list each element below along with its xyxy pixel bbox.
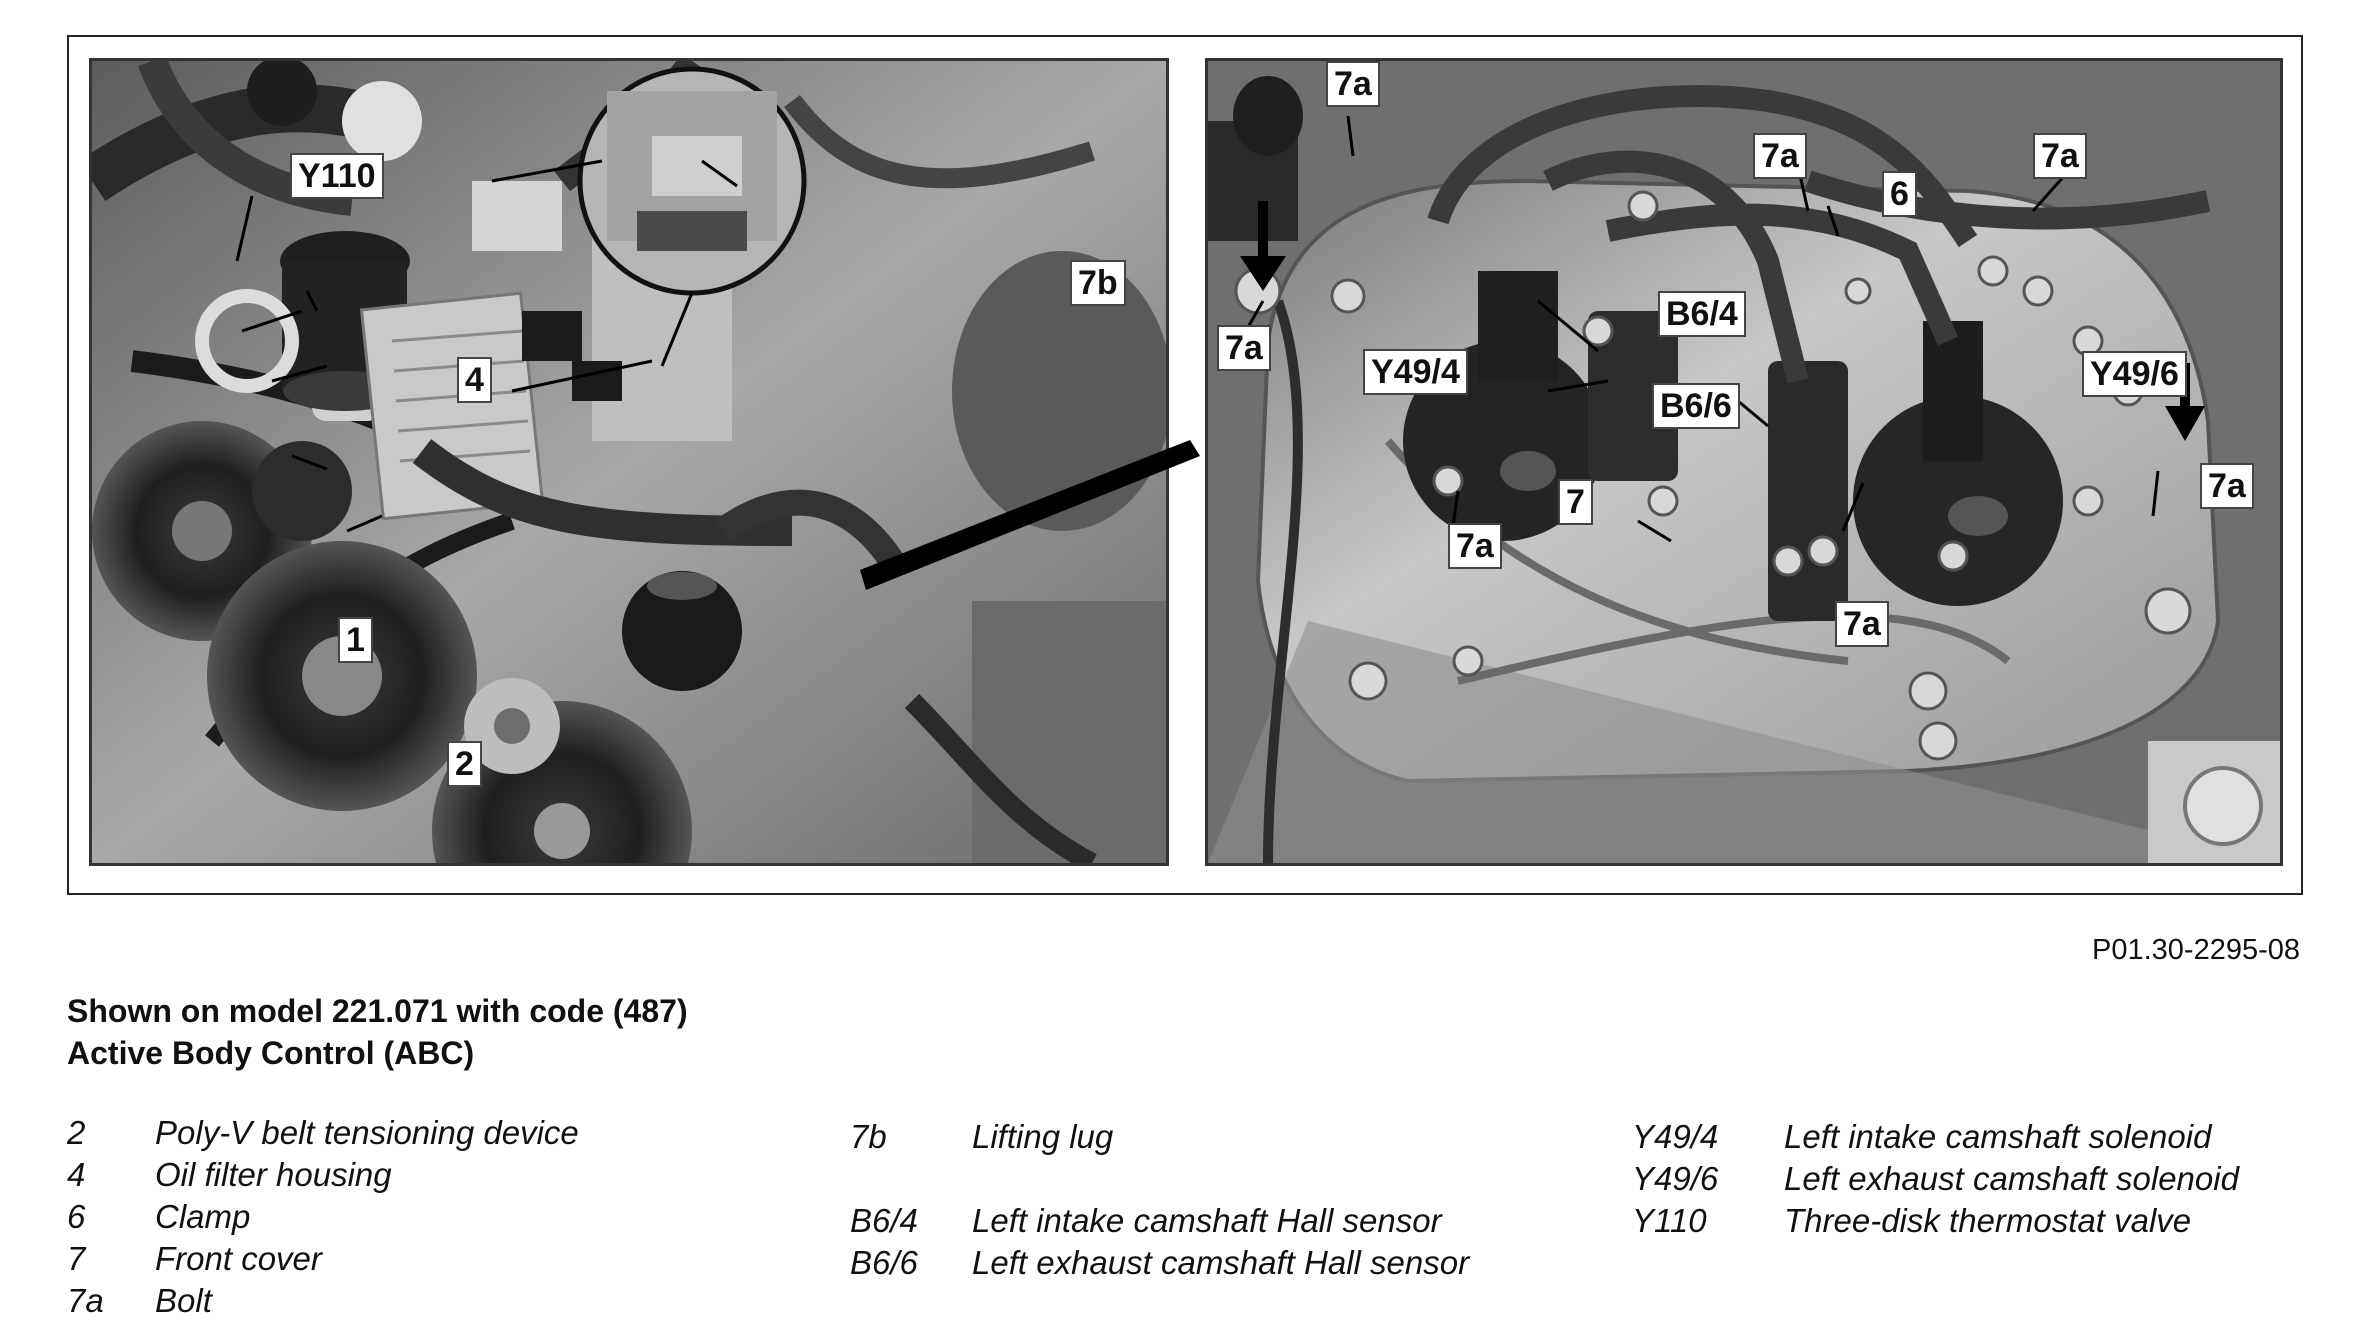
legend-key: B6/4 xyxy=(850,1202,918,1239)
caption-line-1: Shown on model 221.071 with code (487) xyxy=(67,993,688,1029)
legend-item xyxy=(67,1240,767,1282)
callout-y110: Y110 xyxy=(290,153,384,199)
callout-7a-right-top: 7a xyxy=(2033,133,2087,179)
callout-2: 2 xyxy=(447,741,482,787)
right-engine-photo xyxy=(1205,58,2283,866)
legend-key: 7a xyxy=(67,1282,104,1319)
legend-column-3 xyxy=(1632,1118,2332,1244)
legend-key: Y49/4 xyxy=(1632,1118,1719,1155)
zoom-pointer xyxy=(860,440,1210,600)
callout-1: 1 xyxy=(338,617,373,663)
legend-item xyxy=(850,1202,1550,1244)
callout-7a-left: 7a xyxy=(1217,325,1271,371)
legend-item xyxy=(67,1198,767,1240)
legend-key: 4 xyxy=(67,1156,86,1193)
legend-key: Y110 xyxy=(1632,1202,1707,1239)
legend-desc: Three-disk thermostat valve xyxy=(1784,1202,2192,1239)
legend-desc: Clamp xyxy=(155,1198,251,1235)
callout-b6-4: B6/4 xyxy=(1658,291,1746,337)
callout-b6-6: B6/6 xyxy=(1652,383,1740,429)
callout-y49-6: Y49/6 xyxy=(2082,351,2187,397)
caption-line-2: Active Body Control (ABC) xyxy=(67,1035,475,1071)
legend-column-2 xyxy=(850,1118,1550,1286)
callout-7a-center-top: 7a xyxy=(1753,133,1807,179)
callout-7: 7 xyxy=(1558,479,1593,525)
legend-item xyxy=(67,1156,767,1198)
caption xyxy=(67,990,688,1074)
figure-code: P01.30-2295-08 xyxy=(2092,934,2300,966)
callout-7a-bottom-left: 7a xyxy=(1448,523,1502,569)
legend-key: 7b xyxy=(850,1118,887,1155)
legend-item xyxy=(67,1282,767,1324)
legend-column-1 xyxy=(67,1114,767,1324)
legend-item xyxy=(67,1114,767,1156)
callout-7a-top: 7a xyxy=(1326,61,1380,107)
callout-6: 6 xyxy=(1882,171,1917,217)
legend-desc: Bolt xyxy=(155,1282,212,1319)
legend-key: 7 xyxy=(67,1240,86,1277)
legend-item xyxy=(1632,1118,2332,1160)
callout-7a-right: 7a xyxy=(2200,463,2254,509)
legend-spacer xyxy=(850,1160,1550,1202)
legend-item xyxy=(1632,1202,2332,1244)
legend-key: 6 xyxy=(67,1198,86,1235)
right-engine-illustration xyxy=(1208,61,2280,863)
legend-desc: Left intake camshaft Hall sensor xyxy=(972,1202,1442,1239)
legend-desc: Front cover xyxy=(155,1240,322,1277)
callout-7b: 7b xyxy=(1070,260,1126,306)
legend-item xyxy=(850,1118,1550,1160)
legend-key: Y49/6 xyxy=(1632,1160,1719,1197)
callout-4: 4 xyxy=(457,357,492,403)
legend-desc: Left exhaust camshaft Hall sensor xyxy=(972,1244,1470,1281)
legend-desc: Oil filter housing xyxy=(155,1156,392,1193)
legend-desc: Poly-V belt tensioning device xyxy=(155,1114,579,1151)
legend-item xyxy=(850,1244,1550,1286)
legend-item xyxy=(1632,1160,2332,1202)
legend-key: 2 xyxy=(67,1114,86,1151)
legend-key: B6/6 xyxy=(850,1244,918,1281)
callout-y49-4: Y49/4 xyxy=(1363,349,1468,395)
callout-7a-bottom-right: 7a xyxy=(1835,601,1889,647)
legend-desc: Left exhaust camshaft solenoid xyxy=(1784,1160,2239,1197)
legend-desc: Lifting lug xyxy=(972,1118,1114,1155)
legend-desc: Left intake camshaft solenoid xyxy=(1784,1118,2212,1155)
